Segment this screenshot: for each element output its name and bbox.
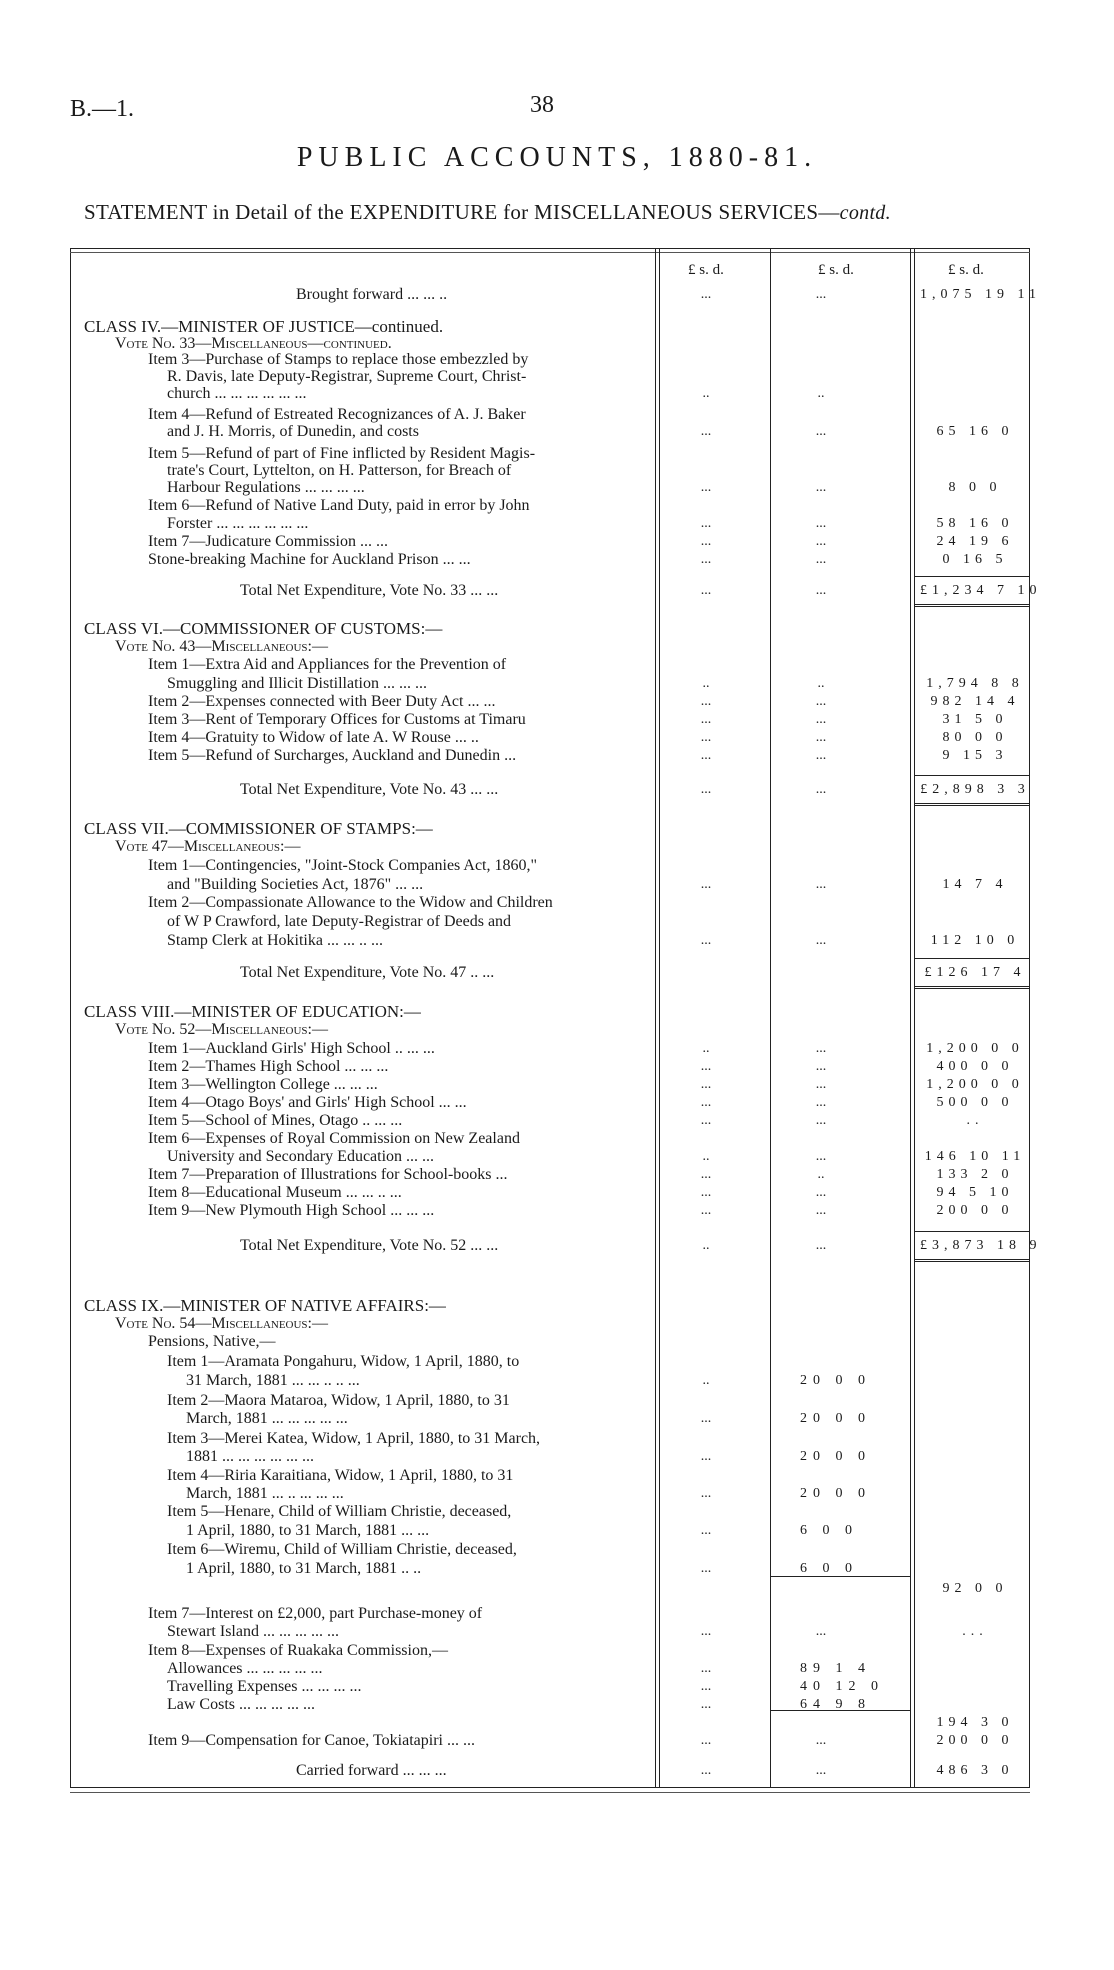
table-row [0,1541,1114,1559]
amount-column-1: ... [700,1059,712,1074]
row-description: Item 2—Expenses connected with Beer Duty Act ... ... [148,693,496,710]
row-description: Item 6—Refund of Native Land Duty, paid in error by John [148,497,530,514]
table-row [0,1732,1114,1750]
row-description: Item 4—Gratuity to Widow of late A. W Rouse ... .. [148,729,479,746]
table-row [0,1642,1114,1660]
subtotal-rule [770,1710,910,1711]
row-description: Item 3—Purchase of Stamps to replace those embezzled by [148,351,529,368]
row-description: Travelling Expenses ... ... ... ... [167,1678,362,1695]
amount-column-1: ... [700,424,712,439]
amount-column-3: 200 0 0 [936,1203,1014,1218]
row-description: Harbour Regulations ... ... ... ... [167,479,365,496]
amount-column-2: ... [815,1185,827,1200]
row-description: Vote No. 33—Miscellaneous—continued. [115,335,392,352]
amount-column-1: ... [700,694,712,709]
amount-column-2: .. [817,1167,825,1182]
statement-subtitle [84,200,891,225]
row-description: Item 9—New Plymouth High School ... ... ... [148,1202,435,1219]
table-row [0,286,1114,304]
amount-column-2: ... [815,516,827,531]
amount-column-2: ... [815,424,827,439]
amount-column-2: ... [815,287,827,302]
table-row [0,857,1114,875]
table-row [0,1522,1114,1540]
class-heading-row [0,820,1114,838]
amount-column-3: 31 5 0 [942,712,1008,727]
total-rule-below [914,803,1030,806]
class-heading-row [0,318,1114,336]
row-description: March, 1881 ... ... ... ... ... [186,1410,348,1427]
table-row [0,406,1114,424]
amount-column-3: £3,873 18 9 [920,1238,1042,1253]
table-row [0,551,1114,569]
amount-column-1: ... [700,1679,712,1694]
amount-column-2: ... [815,1059,827,1074]
amount-column-2: ... [815,1095,827,1110]
row-description: R. Davis, late Deputy-Registrar, Supreme Court, Christ- [167,368,527,385]
amount-column-3: 982 14 4 [930,694,1020,709]
column-header-2: £ s. d. [818,262,854,278]
amount-column-3: 1,200 0 0 [926,1041,1024,1056]
table-row [0,1094,1114,1112]
row-description: Item 2—Thames High School ... ... ... [148,1058,389,1075]
amount-column-3: 112 10 0 [930,933,1020,948]
frame-bottom-rule [70,1792,1030,1793]
table-row [0,1353,1114,1371]
table-row [0,729,1114,747]
amount-column-2: .. [817,386,825,401]
row-description: Item 6—Wiremu, Child of William Christie, deceased, [167,1541,517,1558]
table-row [0,1058,1114,1076]
amount-column-1: ... [700,1624,712,1639]
table-row [0,515,1114,533]
total-row [0,964,1114,982]
row-description: church ... ... ... ... ... ... [167,385,307,402]
row-description: Vote No. 52—Miscellaneous:— [115,1021,328,1038]
row-description: CLASS VII.—COMMISSIONER OF STAMPS:— [84,819,433,838]
table-row [0,1485,1114,1503]
table-row [0,876,1114,894]
total-rule-above [914,775,1030,776]
amount-column-1: .. [702,1373,710,1388]
amount-column-2: ... [815,1077,827,1092]
row-description: Total Net Expenditure, Vote No. 47 .. ... [240,964,495,981]
row-description: Item 5—Refund of part of Fine inflicted by Resident Magis- [148,445,536,462]
table-row [0,1678,1114,1696]
amount-column-2: ... [815,730,827,745]
table-row [0,913,1114,931]
total-rule-above [914,576,1030,577]
table-row [0,711,1114,729]
row-description: Item 2—Maora Mataroa, Widow, 1 April, 1880, to 31 [167,1392,510,1409]
row-description: Item 1—Aramata Pongahuru, Widow, 1 April, 1880, to [167,1353,520,1370]
row-description: Item 1—Extra Aid and Appliances for the Prevention of [148,656,507,673]
table-row [0,1130,1114,1148]
row-description: Vote 47—Miscellaneous:— [115,838,301,855]
total-rule-below [914,1259,1030,1262]
frame-top-rule [70,252,1030,253]
amount-column-1: ... [700,287,712,302]
table-row [0,1430,1114,1448]
amount-column-3: ... [962,1624,988,1639]
row-description: CLASS IV.—MINISTER OF JUSTICE—continued. [84,317,444,336]
row-description: Allowances ... ... ... ... ... [167,1660,323,1677]
row-description: Item 3—Rent of Temporary Offices for Customs at Timaru [148,711,526,728]
table-row [0,675,1114,693]
row-description: Item 2—Compassionate Allowance to the Widow and Children [148,894,553,911]
amount-column-3: 500 0 0 [936,1095,1014,1110]
subtotal-rule [770,1576,910,1577]
amount-column-1: ... [700,1167,712,1182]
amount-column-3: 92 0 0 [942,1581,1008,1596]
amount-column-2: ... [815,552,827,567]
table-row [0,1762,1114,1780]
table-row [0,1410,1114,1428]
table-row [0,1467,1114,1485]
amount-column-1: ... [700,1733,712,1748]
amount-column-1: ... [700,877,712,892]
amount-column-1: ... [700,1523,712,1538]
row-description: Item 7—Preparation of Illustrations for School-books ... [148,1166,508,1183]
amount-column-3: 80 0 0 [942,730,1008,745]
row-description: and J. H. Morris, of Dunedin, and costs [167,423,419,440]
amount-column-2: ... [815,1624,827,1639]
amount-column-1: ... [700,480,712,495]
amount-column-1: ... [700,1697,712,1712]
amount-column-1: ... [700,1449,712,1464]
table-row [0,497,1114,515]
amount-column-2: 6 0 0 [800,1523,858,1538]
row-description: CLASS VIII.—MINISTER OF EDUCATION:— [84,1002,421,1021]
row-description: CLASS IX.—MINISTER OF NATIVE AFFAIRS:— [84,1296,446,1315]
amount-column-2: ... [815,1763,827,1778]
row-description: Item 3—Wellington College ... ... ... [148,1076,378,1093]
amount-column-1: ... [700,583,712,598]
amount-column-3: 9 15 3 [942,748,1008,763]
table-row [0,1605,1114,1623]
amount-column-3: 133 2 0 [936,1167,1014,1182]
amount-column-3: 200 0 0 [936,1733,1014,1748]
amount-column-2: ... [815,480,827,495]
row-description: Total Net Expenditure, Vote No. 43 ... ... [240,781,499,798]
amount-column-2: ... [815,694,827,709]
row-description: Pensions, Native,— [148,1333,276,1350]
row-description: Item 8—Expenses of Ruakaka Commission,— [148,1642,448,1659]
row-description: Item 1—Auckland Girls' High School .. ... ... [148,1040,435,1057]
table-row [0,1660,1114,1678]
page-number: 38 [530,92,554,118]
amount-column-1: ... [700,1661,712,1676]
vote-heading-row [0,1021,1114,1039]
table-row [0,1696,1114,1714]
amount-column-3: 146 10 11 [924,1149,1026,1164]
table-row [0,1333,1114,1351]
row-description: and "Building Societies Act, 1876" ... ... [167,876,424,893]
total-rule-above [914,958,1030,959]
row-description: Vote No. 43—Miscellaneous:— [115,638,328,655]
row-description: Item 1—Contingencies, "Joint-Stock Companies Act, 1860," [148,857,538,874]
amount-column-1: ... [700,1113,712,1128]
row-description: Item 9—Compensation for Canoe, Tokiatapiri ... ... [148,1732,475,1749]
total-rule-below [914,604,1030,607]
amount-column-2: ... [815,748,827,763]
amount-column-2: ... [815,1238,827,1253]
amount-column-2: ... [815,782,827,797]
table-row [0,1166,1114,1184]
amount-column-3: 0 16 5 [942,552,1008,567]
amount-column-2: 20 0 0 [800,1373,871,1388]
row-description: March, 1881 ... .. ... ... ... [186,1485,344,1502]
amount-column-2: ... [815,1149,827,1164]
amount-column-2: 20 0 0 [800,1411,871,1426]
vote-heading-row [0,1315,1114,1333]
amount-column-1: ... [700,534,712,549]
amount-column-1: ... [700,1561,712,1576]
amount-column-2: 40 12 0 [800,1679,884,1694]
row-description: Item 7—Interest on £2,000, part Purchase-money of [148,1605,483,1622]
table-row [0,1560,1114,1578]
amount-column-2: 6 0 0 [800,1561,858,1576]
amount-column-1: .. [702,676,710,691]
row-description: Item 8—Educational Museum ... ... .. ... [148,1184,402,1201]
row-description: Item 5—Refund of Surcharges, Auckland and Dunedin ... [148,747,517,764]
table-row [0,479,1114,497]
subtitle-main: STATEMENT in Detail of the EXPENDITURE for MISCELLANEOUS SERVICES— [84,200,840,224]
amount-column-1: ... [700,712,712,727]
row-description: Stamp Clerk at Hokitika ... ... .. ... [167,932,383,949]
amount-column-1: ... [700,552,712,567]
document-code: B.—1. [70,96,135,122]
table-row [0,385,1114,403]
row-description: Stewart Island ... ... ... ... ... [167,1623,339,1640]
row-description: Item 5—Henare, Child of William Christie, deceased, [167,1503,512,1520]
amount-column-2: ... [815,1041,827,1056]
table-row [0,1112,1114,1130]
amount-column-1: .. [702,1041,710,1056]
row-description: 1 April, 1880, to 31 March, 1881 .. .. [186,1560,422,1577]
table-row [0,1714,1114,1732]
amount-column-2: ... [815,1733,827,1748]
table-row [0,1202,1114,1220]
amount-column-1: .. [702,386,710,401]
row-description: Carried forward ... ... ... [296,1762,447,1779]
amount-column-3: 400 0 0 [936,1059,1014,1074]
row-description: of W P Crawford, late Deputy-Registrar of Deeds and [167,913,512,930]
amount-column-1: ... [700,516,712,531]
table-row [0,1184,1114,1202]
table-row [0,1148,1114,1166]
row-description: Law Costs ... ... ... ... ... [167,1696,315,1713]
amount-column-3: .. [966,1113,984,1128]
table-row [0,423,1114,441]
row-description: University and Secondary Education ... ... [167,1148,435,1165]
amount-column-3: 486 3 0 [936,1763,1014,1778]
amount-column-1: ... [700,1095,712,1110]
total-rule-above [914,1231,1030,1232]
table-row [0,747,1114,765]
row-description: Total Net Expenditure, Vote No. 33 ... ... [240,582,499,599]
row-description: Item 4—Riria Karaitiana, Widow, 1 April, 1880, to 31 [167,1467,514,1484]
class-heading-row [0,620,1114,638]
row-description: 1881 ... ... ... ... ... ... [186,1448,314,1465]
table-row [0,1076,1114,1094]
amount-column-1: ... [700,1763,712,1778]
total-rule-below [914,986,1030,989]
row-description: trate's Court, Lyttelton, on H. Patterson, for Breach of [167,462,512,479]
amount-column-1: ... [700,730,712,745]
row-description: Stone-breaking Machine for Auckland Prison ... ... [148,551,471,568]
amount-column-3: £126 17 4 [924,965,1026,980]
row-description: Total Net Expenditure, Vote No. 52 ... ... [240,1237,499,1254]
row-description: 1 April, 1880, to 31 March, 1881 ... ... [186,1522,430,1539]
row-description: Item 4—Otago Boys' and Girls' High School ... ... [148,1094,467,1111]
amount-column-3: £1,234 7 10 [920,583,1042,598]
table-row [0,351,1114,369]
amount-column-2: ... [815,534,827,549]
amount-column-1: ... [700,1203,712,1218]
table-row [0,1392,1114,1410]
amount-column-2: ... [815,583,827,598]
amount-column-1: .. [702,1149,710,1164]
table-row [0,894,1114,912]
amount-column-2: ... [815,877,827,892]
amount-column-3: 194 3 0 [936,1715,1014,1730]
amount-column-1: ... [700,1185,712,1200]
class-heading-row [0,1297,1114,1315]
row-description: Item 4—Refund of Estreated Recognizances of A. J. Baker [148,406,526,423]
total-row [0,781,1114,799]
amount-column-2: 20 0 0 [800,1449,871,1464]
table-row [0,1623,1114,1641]
table-row [0,1580,1114,1598]
table-row [0,656,1114,674]
amount-column-3: 65 16 0 [936,424,1014,439]
amount-column-2: 20 0 0 [800,1486,871,1501]
page-title: PUBLIC ACCOUNTS, 1880-81. [296,142,818,173]
amount-column-3: 1,794 8 8 [926,676,1024,691]
amount-column-2: ... [815,1203,827,1218]
amount-column-3: £2,898 3 3 [920,782,1030,797]
row-description: CLASS VI.—COMMISSIONER OF CUSTOMS:— [84,619,443,638]
amount-column-2: ... [815,1113,827,1128]
amount-column-1: ... [700,933,712,948]
amount-column-2: .. [817,676,825,691]
amount-column-2: ... [815,712,827,727]
table-row [0,445,1114,463]
amount-column-1: ... [700,1077,712,1092]
row-description: Forster ... ... ... ... ... ... [167,515,309,532]
table-row [0,368,1114,386]
table-row [0,1040,1114,1058]
row-description: 31 March, 1881 ... ... .. .. ... [186,1372,360,1389]
row-description: Vote No. 54—Miscellaneous:— [115,1315,328,1332]
vote-heading-row [0,838,1114,856]
amount-column-3: 8 0 0 [948,480,1002,495]
amount-column-1: ... [700,782,712,797]
amount-column-3: 1,200 0 0 [926,1077,1024,1092]
amount-column-1: ... [700,1411,712,1426]
amount-column-1: ... [700,748,712,763]
amount-column-2: 64 9 8 [800,1697,871,1712]
amount-column-3: 58 16 0 [936,516,1014,531]
table-row [0,1372,1114,1390]
row-description: Brought forward ... ... .. [296,286,448,303]
amount-column-2: ... [815,933,827,948]
column-header-3: £ s. d. [948,262,984,278]
row-description: Item 7—Judicature Commission ... ... [148,533,388,550]
amount-column-1: .. [702,1238,710,1253]
amount-column-1: ... [700,1486,712,1501]
table-row [0,533,1114,551]
row-description: Item 5—School of Mines, Otago .. ... ... [148,1112,403,1129]
total-row [0,1237,1114,1255]
table-row [0,1503,1114,1521]
row-description: Smuggling and Illicit Distillation ... ... ... [167,675,427,692]
table-row [0,462,1114,480]
amount-column-3: 94 5 10 [936,1185,1014,1200]
amount-column-3: 14 7 4 [942,877,1008,892]
subtitle-contd: contd. [839,202,891,224]
table-row [0,1448,1114,1466]
column-header-1: £ s. d. [688,262,724,278]
row-description: Item 3—Merei Katea, Widow, 1 April, 1880, to 31 March, [167,1430,541,1447]
row-description: Item 6—Expenses of Royal Commission on New Zealand [148,1130,520,1147]
amount-column-3: 24 19 6 [936,534,1014,549]
table-row [0,932,1114,950]
amount-column-2: 89 1 4 [800,1661,871,1676]
class-heading-row [0,1003,1114,1021]
amount-column-3: 1,075 19 11 [920,287,1041,302]
table-row [0,693,1114,711]
total-row [0,582,1114,600]
vote-heading-row [0,638,1114,656]
